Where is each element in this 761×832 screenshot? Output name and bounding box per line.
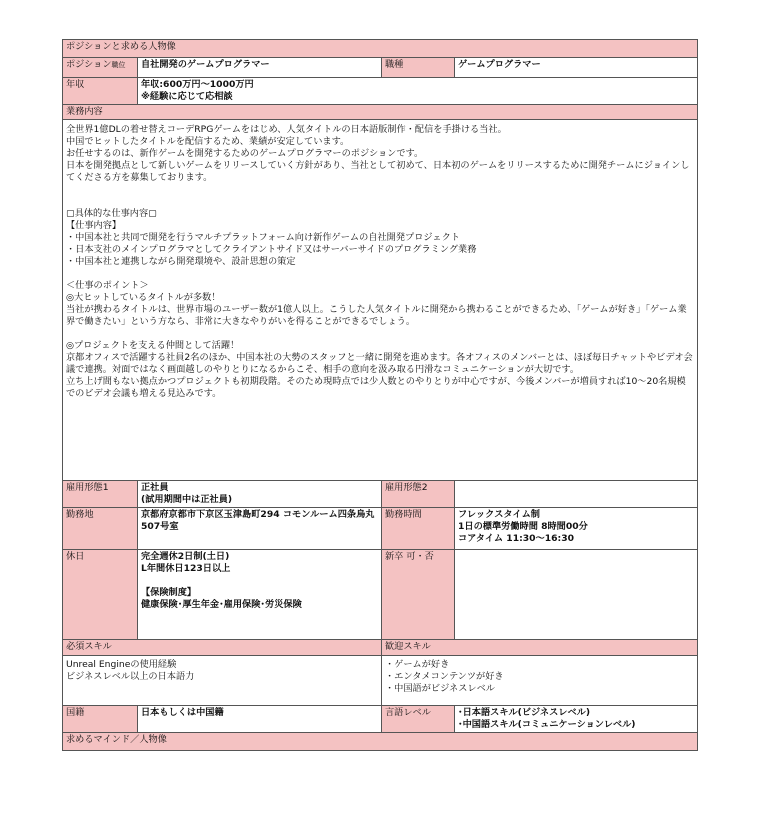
salary-range: 年収:600万円～1000万円 [141,79,254,90]
hours-label: 勤務時間 [382,508,455,550]
list-item: ビジネスレベル以上の日本語力 [66,671,195,682]
new-grad-value [455,550,698,640]
points-heading: ＜仕事のポイント＞ [66,280,149,291]
welcome-skills-label: 歓迎スキル [382,640,698,656]
hours-flex: フレックスタイム制 [458,509,540,520]
specific-item: ・中国本社と共同で開発を行うマルチプラットフォーム向け新作ゲームの自社開発プロジェクト [66,232,460,243]
point1-body: 当社が携わるタイトルは、世界市場のユーザー数が1億人以上。こうした人気タイトルに開発から携わることができるため、「ゲームが好き」「ゲーム業界で働きたい」という方なら、非常に大きなやりがいを得ることができるでしょう。 [66,304,687,327]
salary-value [138,78,698,105]
specific-subheading: 【仕事内容】 [66,220,122,231]
holidays-label: 休日 [63,550,138,640]
point2-title: ◎プロジェクトを支える仲間として活躍！ [66,340,240,351]
holidays-weekly: 完全週休2日制(土日) [141,551,230,562]
list-item: ・中国語がビジネスレベル [385,683,495,694]
section-header-position [63,40,698,58]
nationality-label: 国籍 [63,706,138,733]
insurance-heading: 【保険制度】 [141,587,197,598]
employment-trial-note: (試用期間中は正社員) [141,494,233,505]
job-type-label: 職種 [382,58,455,78]
holidays-value [138,550,382,640]
section-title: ポジションと求める人物像 [66,41,176,52]
employment-type: 正社員 [141,482,169,493]
specific-heading: ▢具体的な仕事内容▢ [66,208,157,219]
duties-label: 業務内容 [63,105,698,120]
nationality-value: 日本もしくは中国籍 [138,706,382,733]
job-posting-table [62,39,698,751]
language-level-value [455,706,698,733]
position-label-suffix: 職位 [111,61,126,69]
chinese-skill: ･中国語スキル(コミュニケーションレベル) [458,719,636,730]
point1-title: ◎大ヒットしているタイトルが多数！ [66,292,221,303]
language-level-label: 言語レベル [382,706,455,733]
employment-value-1 [138,481,382,508]
mindset-label: 求めるマインド／人物像 [63,733,698,751]
japanese-skill: ･日本語スキル(ビジネスレベル) [458,707,591,718]
position-value: 自社開発のゲームプログラマー [138,58,382,78]
salary-label: 年収 [63,78,138,105]
employment-label-2: 雇用形態2 [382,481,455,508]
specific-item: ・日本支社のメインプログラマとしてクライアントサイド又はサーバーサイドのプログラミング業務 [66,244,477,255]
required-skills-label: 必須スキル [63,640,382,656]
required-skills-list [63,656,382,706]
list-item: ・エンタメコンテンツが好き [385,671,504,682]
hours-core: コアタイム 11:30〜16:30 [458,533,574,544]
salary-note: ※経験に応じて応相談 [141,91,233,102]
hours-standard: 1日の標準労働時間 8時間00分 [458,521,588,532]
insurance-value: 健康保険･厚生年金･雇用保険･労災保険 [141,599,302,610]
location-value: 京都府京都市下京区玉津島町294 コモンルーム四条烏丸507号室 [138,508,382,550]
duties-intro: 全世界1億DLの着せ替えコーデRPGゲームをはじめ、人気タイトルの日本語版制作・配信を手掛ける当社。 中国でヒットしたタイトルを配信するため、業績が安定しています。 お任せするのは、新作ゲームを開発するためのゲームプログラマーのポジションです。 日本を開発拠点として新しいゲームをリリースしていく方針があり、当社として初めて、日本初のゲームをリリースするために開発チームにジョインしてくださる方を募集しております。 [66,124,690,183]
specific-list [66,232,694,268]
new-grad-label: 新卒 可・否 [382,550,455,640]
employment-label-1: 雇用形態1 [63,481,138,508]
position-label: ポジション [66,59,112,70]
hours-value [455,508,698,550]
duties-body [63,120,698,481]
list-item: Unreal Engineの使用経験 [66,659,177,670]
welcome-skills-list [382,656,698,706]
specific-item: ・中国本社と連携しながら開発環境や、設計思想の策定 [66,256,296,267]
position-label-cell [63,58,138,78]
point2-body: 京都オフィスで活躍する社員2名のほか、中国本社の大勢のスタッフと一緒に開発を進めます。各オフィスのメンバーとは、ほぼ毎日チャットやビデオ会議で連携。対面ではなく画面越しのやりとりになるからこそ、相手の意向を汲み取る円滑なコミュニケーションが大切です。 立ち上げ間もない拠点かつプロジェクトも初期段階。そのため現時点では少人数とのやりとりが中心ですが、今後メンバーが増員すれば10〜20名規模でのビデオ会議も増える見込みです。 [66,352,693,399]
location-label: 勤務地 [63,508,138,550]
employment-value-2 [455,481,698,508]
job-type-value: ゲームプログラマー [455,58,698,78]
list-item: ・ゲームが好き [385,659,450,670]
holidays-annual: L年間休日123日以上 [141,563,231,574]
